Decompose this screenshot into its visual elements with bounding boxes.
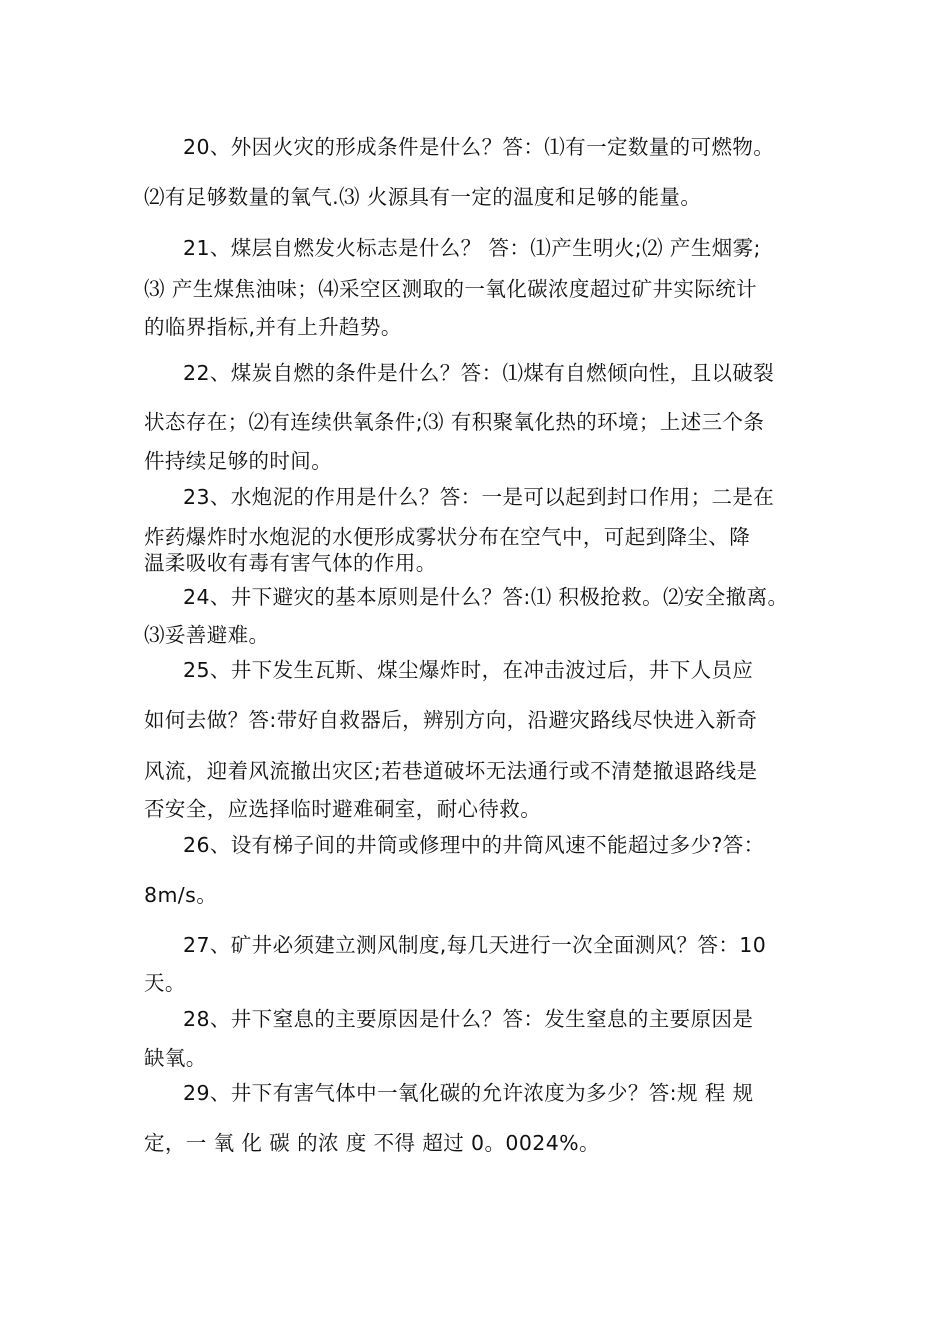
q25-line-4: 否安全，应选择临时避难硐室，耐心待救。 bbox=[144, 797, 542, 821]
q25-line-2: 如何去做？答:带好自救器后，辨别方向，沿避灾路线尽快进入新奇 bbox=[144, 708, 758, 732]
q21-line-2: ⑶ 产生煤焦油味；⑷采空区测取的一氧化碳浓度超过矿井实际统计 bbox=[144, 277, 758, 301]
q21-line-1: 21、煤层自燃发火标志是什么？ 答：⑴产生明火;⑵ 产生烟雾; bbox=[183, 236, 761, 260]
q21-line-3: 的临界指标,并有上升趋势。 bbox=[144, 315, 402, 339]
q20-line-1: 20、外因火灾的形成条件是什么？答：⑴有一定数量的可燃物。 bbox=[183, 135, 775, 159]
q29-line-1: 29、井下有害气体中一氧化碳的允许浓度为多少？答:规 程 规 bbox=[183, 1081, 754, 1105]
q23-line-1: 23、水炮泥的作用是什么？答：一是可以起到封口作用；二是在 bbox=[183, 485, 775, 509]
q25-line-3: 风流，迎着风流撤出灾区;若巷道破坏无法通行或不清楚撤退路线是 bbox=[144, 759, 758, 783]
q22-line-3: 件持续足够的时间。 bbox=[144, 449, 333, 473]
q22-line-1: 22、煤炭自燃的条件是什么？答：⑴煤有自燃倾向性，且以破裂 bbox=[183, 361, 775, 385]
q27-line-1: 27、矿井必须建立测风制度,每几天进行一次全面测风？答：10 bbox=[183, 933, 767, 957]
q25-line-1: 25、井下发生瓦斯、煤尘爆炸时，在冲击波过后，井下人员应 bbox=[183, 658, 754, 682]
q23-line-2: 炸药爆炸时水炮泥的水便形成雾状分布在空气中，可起到降尘、降 bbox=[144, 525, 751, 549]
q26-line-2: 8m/s。 bbox=[144, 883, 218, 907]
q24-line-1: 24、井下避灾的基本原则是什么？答:⑴ 积极抢救。⑵安全撤离。 bbox=[183, 585, 789, 609]
q28-line-2: 缺氧。 bbox=[144, 1046, 207, 1070]
q22-line-2: 状态存在；⑵有连续供氧条件;⑶ 有积聚氧化热的环境；上述三个条 bbox=[144, 410, 765, 434]
q27-line-2: 天。 bbox=[144, 971, 186, 995]
q23-line-3: 温柔吸收有毒有害气体的作用。 bbox=[144, 551, 437, 575]
q28-line-1: 28、井下窒息的主要原因是什么？答：发生窒息的主要原因是 bbox=[183, 1007, 754, 1031]
q29-line-2: 定，一 氧 化 碳 的浓 度 不得 超过 0。0024%。 bbox=[144, 1131, 600, 1155]
q20-line-2: ⑵有足够数量的氧气.⑶ 火源具有一定的温度和足够的能量。 bbox=[144, 185, 702, 209]
q26-line-1: 26、设有梯子间的井筒或修理中的井筒风速不能超过多少?答： bbox=[183, 833, 765, 857]
q24-line-2: ⑶妥善避难。 bbox=[144, 623, 270, 647]
